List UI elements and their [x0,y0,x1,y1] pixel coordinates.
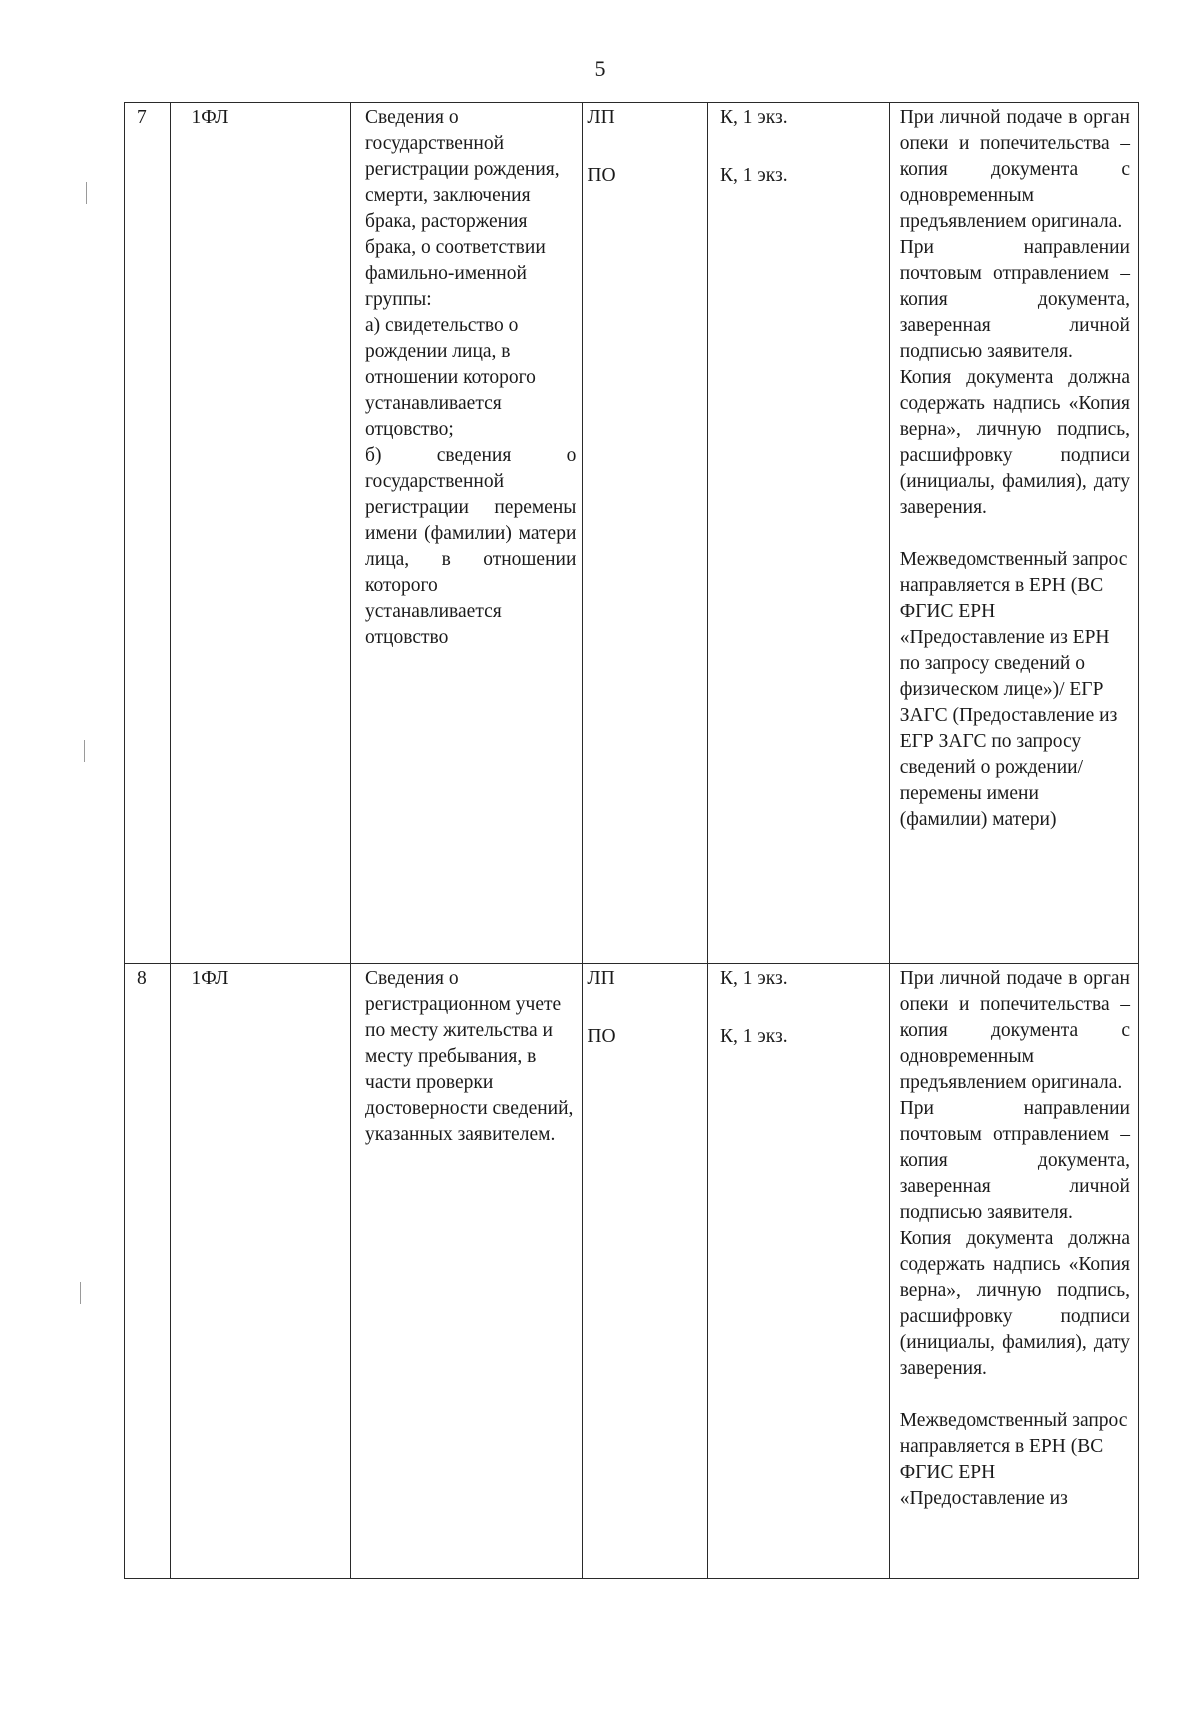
note-paragraph: При направлении почтовым отправлением – копия документа, заверенная личной подписью заявителя. [899,1098,1130,1223]
submission-mode-cell [583,964,708,1579]
spacer [900,521,1130,547]
row-number: 8 [137,968,147,989]
info-cell [351,103,583,964]
submission-mode: ПО [587,165,616,186]
row-number-cell [125,964,171,1579]
form-cell [171,103,351,964]
copy-count-cell [708,103,890,964]
margin-mark [80,1282,81,1304]
info-cell [351,964,583,1579]
row-number-cell [125,103,171,964]
copy-count: К, 1 экз. [720,107,788,128]
submission-mode: ЛП [587,107,615,128]
info-paragraph: Сведения о регистрационном учете по месту жительства и месту пребывания, в части проверки достоверности сведений, указанных заявителем. [365,968,574,1145]
note-paragraph: При личной подаче в орган опеки и попечительства – копия документа с одновременным предъявлением оригинала. [899,107,1130,232]
copy-count: К, 1 экз. [720,1026,788,1047]
note-paragraph: При направлении почтовым отправлением – копия документа, заверенная личной подписью заявителя. [899,237,1130,362]
interagency-request: Межведомственный запрос направляется в ЕРН (ВС ФГИС ЕРН «Предоставление из [899,1410,1128,1509]
note-paragraph: Копия документа должна содержать надпись «Копия верна», личную подпись, расшифровку подписи (инициалы, фамилия), дату заверения. [899,367,1130,518]
documents-table [124,102,1139,1579]
info-paragraph: а) свидетельство о рождении лица, в отношении которого устанавливается отцовство; [365,315,536,440]
form-code: 1ФЛ [191,968,229,989]
info-paragraph: Сведения о государственной регистрации рождения, смерти, заключения брака, расторжения брака, о соответствии фамильно-именной группы: [365,107,560,310]
notes-cell [889,103,1138,964]
page-number: 5 [594,56,606,81]
submission-mode-cell [583,103,708,964]
note-paragraph: При личной подаче в орган опеки и попечительства – копия документа с одновременным предъявлением оригинала. [899,968,1130,1093]
margin-mark [84,740,85,762]
form-cell [171,964,351,1579]
table-row [125,103,1139,964]
form-code: 1ФЛ [191,107,229,128]
note-paragraph: Копия документа должна содержать надпись «Копия верна», личную подпись, расшифровку подписи (инициалы, фамилия), дату заверения. [899,1228,1130,1379]
info-paragraph: б) сведения о государственной регистрации перемены имени (фамилии) матери лица, в отношении которого устанавливается отцовство [365,445,577,648]
copy-count-cell [708,964,890,1579]
notes-cell [889,964,1138,1579]
submission-mode: ЛП [587,968,615,989]
table-row [125,964,1139,1579]
spacer [900,1382,1130,1408]
submission-mode: ПО [587,1026,616,1047]
interagency-request: Межведомственный запрос направляется в ЕРН (ВС ФГИС ЕРН «Предоставление из ЕРН по запросу сведений о физическом лице»)/ ЕГР ЗАГС (Предоставление из ЕГР ЗАГС по запросу сведений о рождении/перемены имени (фамилии) матери) [899,549,1128,830]
copy-count: К, 1 экз. [720,165,788,186]
margin-mark [86,182,87,204]
copy-count: К, 1 экз. [720,968,788,989]
row-number: 7 [137,107,147,128]
